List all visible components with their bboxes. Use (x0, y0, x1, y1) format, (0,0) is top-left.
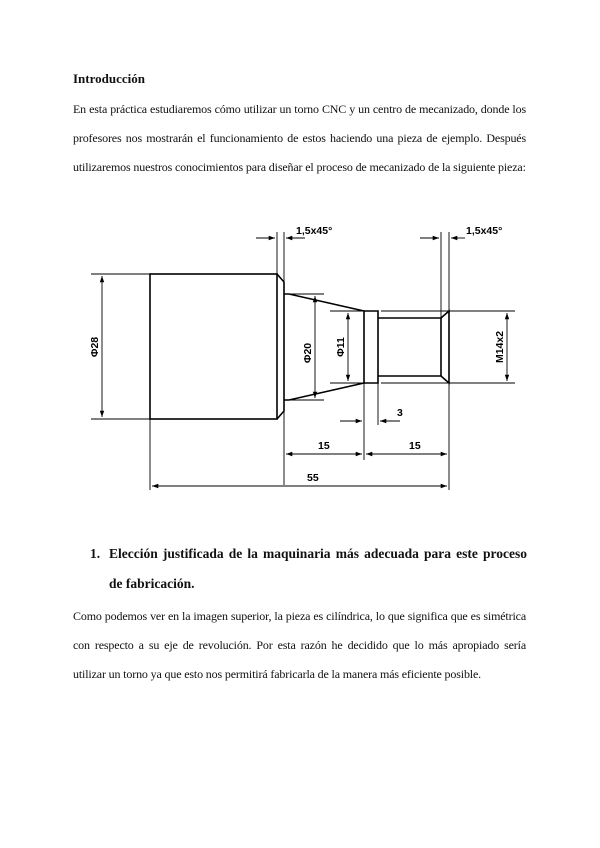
dim-diameter-11: Φ11 (335, 337, 347, 357)
body-chamfer (277, 274, 284, 419)
intro-paragraph: En esta práctica estudiaremos cómo utilizar un torno CNC y un centro de mecanizado, donde los profesores nos mostrarán el funcionamiento de estos haciendo una pieza de ejemplo. Después utilizaremos nuestros conocimientos para diseñar el proceso de mecanizado de la siguiente pieza: (73, 102, 526, 174)
intro-heading: Introducción (73, 71, 145, 86)
cone-section (284, 294, 364, 400)
dim-thread-length: 15 (409, 440, 421, 452)
section-1-title-text: Elección justificada de la maquinaria más adecuada para este proceso de fabricación. (109, 546, 527, 591)
section-1-title (90, 539, 527, 599)
dim-diameter-28: Φ28 (89, 336, 101, 358)
dim-cone-length: 15 (318, 440, 330, 452)
dim-chamfer-left: 1,5x45° (296, 225, 333, 237)
dim-thread: M14x2 (494, 330, 506, 364)
thread-section (378, 311, 449, 383)
part-outline (150, 274, 449, 419)
groove (364, 311, 378, 383)
thread-lines (381, 311, 449, 383)
dim-groove-length: 3 (397, 407, 403, 419)
dim-diameter-20: Φ20 (302, 342, 314, 364)
section-1-number: 1. (90, 546, 101, 561)
dim-chamfer-right: 1,5x45° (466, 225, 503, 237)
main-body (150, 274, 277, 419)
dim-total-length: 55 (307, 472, 319, 484)
technical-drawing (60, 210, 530, 500)
section-1-paragraph: Como podemos ver en la imagen superior, la pieza es cilíndrica, lo que significa que es simétrica con respecto a su eje de revolución. Por esta razón he decidido que lo más apropiado sería utilizar un torno ya que esto nos permitirá fabricarla de la manera más eficiente posible. (73, 609, 526, 681)
